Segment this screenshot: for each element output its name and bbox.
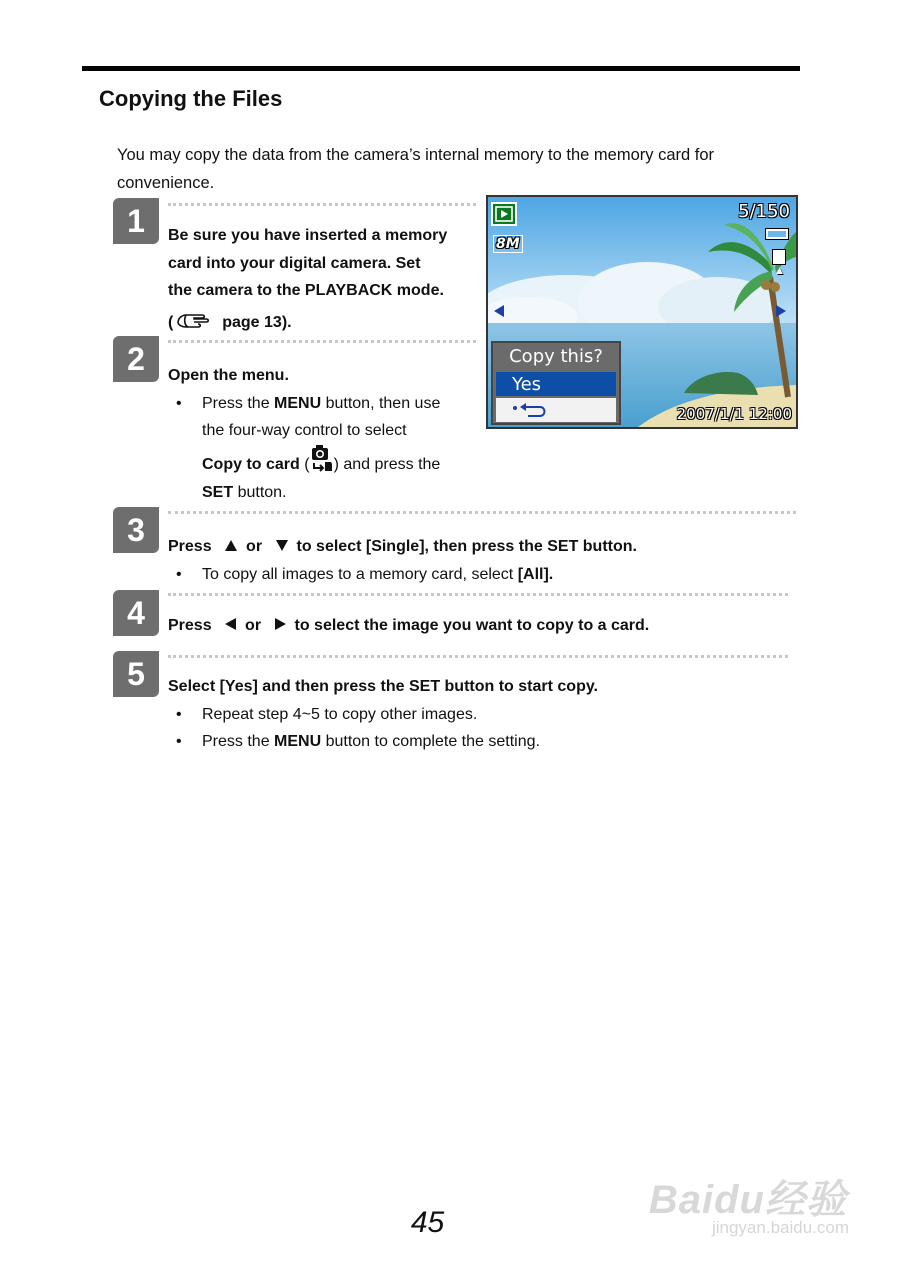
step-2-bullet-1-line-2: the four-way control to select (202, 422, 407, 439)
resolution-badge: 8M (493, 235, 523, 253)
step-3-badge: 3 (113, 507, 159, 553)
right-arrow-icon (776, 305, 786, 317)
step-1-line-1: Be sure you have inserted a memory (168, 227, 448, 244)
step-2-badge: 2 (113, 336, 159, 382)
right-arrow-icon (275, 618, 286, 630)
text-run: ( (299, 456, 310, 473)
step-4-heading (168, 617, 649, 635)
intro-paragraph (117, 142, 767, 197)
down-arrow-icon (276, 540, 288, 551)
playback-mode-icon (491, 202, 517, 226)
watermark-url: jingyan.baidu.com (711, 1218, 849, 1237)
text-run: button. (233, 484, 287, 501)
step-2-bullet-1-line-1 (202, 395, 440, 413)
page-number: 45 (410, 1206, 445, 1239)
step-2-bullet-1-line-3 (202, 456, 440, 474)
step-1-ref (168, 309, 292, 332)
text-run: Press the (202, 733, 275, 750)
step-2-bullet-1-dot: • (176, 395, 182, 412)
step-1-ref-open: ( (168, 314, 174, 331)
left-arrow-icon (494, 305, 504, 317)
menu-option-back[interactable] (496, 398, 616, 422)
step-5-heading: Select [Yes] and then press the SET button to start copy. (168, 678, 598, 695)
step-5-bullet-1: Repeat step 4~5 to copy other images. (202, 706, 478, 723)
top-rule (82, 66, 800, 71)
text-run: or (245, 617, 262, 634)
image-counter: 5/150 (738, 201, 790, 222)
text-run: Press (168, 538, 212, 555)
text-run: to select [Single], then press the SET button. (296, 538, 637, 555)
step-5-bullet-2-dot: • (176, 733, 182, 750)
text-run: Press the (202, 395, 275, 412)
menu-key-label: MENU (274, 733, 322, 750)
copy-to-card-label: Copy to card (202, 456, 300, 473)
step-1-line-3: the camera to the PLAYBACK mode. (168, 282, 444, 299)
text-run: button to complete the setting. (321, 733, 540, 750)
pointing-hand-icon (176, 309, 214, 331)
step-4-badge: 4 (113, 590, 159, 636)
step-3-bullet-1-dot: • (176, 566, 182, 583)
left-arrow-icon (225, 618, 236, 630)
text-run: to select the image you want to copy to a card. (294, 617, 650, 634)
step-5-badge: 5 (113, 651, 159, 697)
step-5-bullet-2 (202, 733, 540, 751)
step-2-bullet-1-line-4 (202, 484, 287, 502)
step-1-ref-text: page 13). (222, 314, 292, 331)
datetime-stamp: 2007/1/1 12:00 (676, 405, 792, 423)
copy-menu-dialog (491, 341, 621, 425)
text-run: Press (168, 617, 212, 634)
step-4-divider (168, 593, 788, 596)
menu-option-yes[interactable]: Yes (496, 372, 616, 396)
step-2-divider (168, 340, 476, 343)
step-5-divider (168, 655, 788, 658)
camera-screen-preview (486, 195, 798, 429)
step-1-badge: 1 (113, 198, 159, 244)
text-run: ) and press the (333, 456, 441, 473)
copy-to-card-icon (310, 444, 334, 472)
text-run: button, then use (321, 395, 441, 412)
up-arrow-icon (225, 540, 237, 551)
menu-key-label: MENU (274, 395, 322, 412)
step-3-bullet-1 (202, 566, 553, 584)
page-title: Copying the Files (99, 86, 283, 111)
back-return-icon (510, 400, 550, 420)
all-option-label: [All]. (517, 566, 554, 583)
protect-up-icon: ▲ (774, 265, 785, 277)
menu-title: Copy this? (509, 346, 603, 367)
step-3-heading (168, 538, 637, 556)
step-2-heading: Open the menu. (168, 367, 289, 384)
intro-line-1: You may copy the data from the camera’s internal memory to the memory card for (117, 146, 715, 164)
step-1-line-2: card into your digital camera. Set (168, 255, 421, 272)
memory-card-icon (772, 249, 786, 265)
intro-line-2: convenience. (117, 173, 215, 192)
text-run: or (246, 538, 263, 555)
step-3-divider (168, 511, 796, 514)
step-1-divider (168, 203, 476, 206)
battery-icon (766, 229, 788, 239)
watermark-logo: Baidu经验 (648, 1178, 847, 1222)
step-5-bullet-1-dot: • (176, 706, 182, 723)
set-key-label: SET (202, 484, 234, 501)
text-run: To copy all images to a memory card, select (202, 566, 518, 583)
